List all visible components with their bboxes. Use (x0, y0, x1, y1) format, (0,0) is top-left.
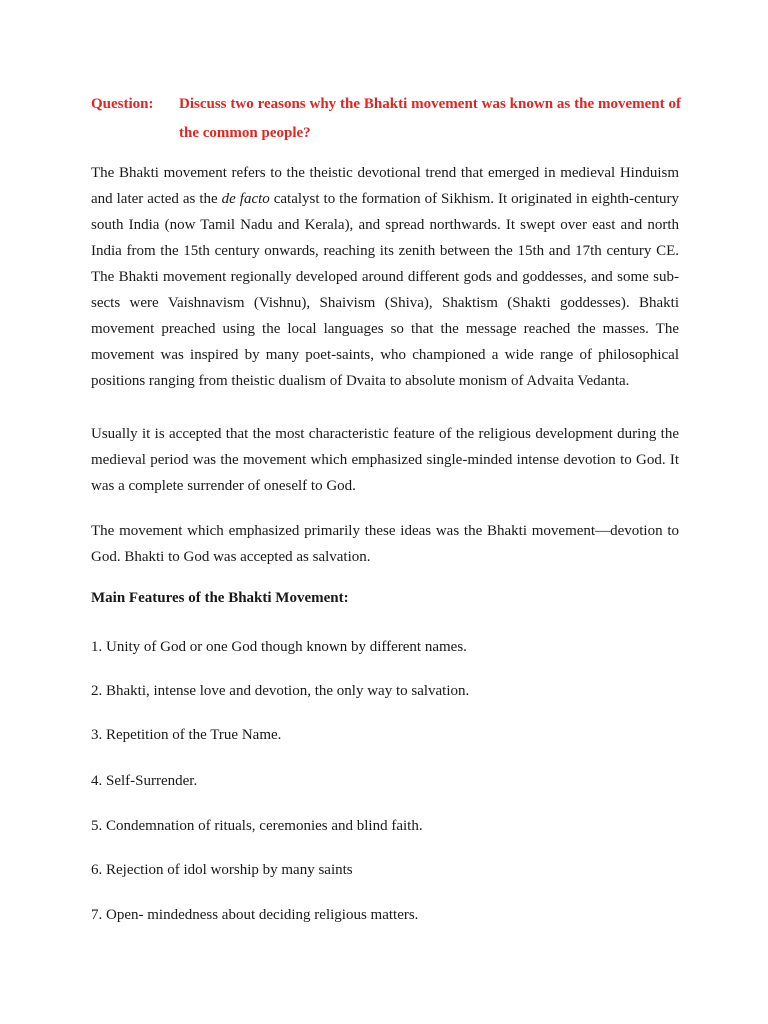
feature-item: 7. Open- mindedness about deciding religious matters. (91, 907, 419, 923)
feature-item: 3. Repetition of the True Name. (91, 727, 282, 743)
characteristic-paragraph: Usually it is accepted that the most characteristic feature of the religious development during the medieval period was the movement which emphasized single-minded intense devotion to God. It was a complete surrender of oneself to God. (91, 426, 679, 494)
salvation-paragraph: The movement which emphasized primarily these ideas was the Bhakti movement—devotion to God. Bhakti to God was accepted as salvation. (91, 523, 679, 565)
feature-item: 1. Unity of God or one God though known by different names. (91, 639, 467, 655)
feature-item: 4. Self-Surrender. (91, 773, 198, 789)
feature-item: 2. Bhakti, intense love and devotion, the only way to salvation. (91, 683, 470, 699)
intro-paragraph-text-2: catalyst to the formation of Sikhism. It originated in eighth-century south India (now Tamil Nadu and Kerala), and spread northwards. It swept over east and north India from the 15th century onwards, reaching its zenith between the 15th and 17th century CE. The Bhakti movement regionally developed around different gods and goddesses, and some sub-sects were Vaishnavism (Vishnu), Shaivism (Shiva), Shaktism (Shakti goddesses). Bhakti movement preached using the local languages so that the message reached the masses. The movement was inspired by many poet-saints, who championed a wide range of philosophical positions ranging from theistic dualism of Dvaita to absolute monism of Advaita Vedanta. (91, 191, 679, 389)
feature-item: 6. Rejection of idol worship by many saints (91, 862, 353, 878)
question-text: Discuss two reasons why the Bhakti movement was known as the movement of the common people? (179, 96, 681, 141)
feature-item: 5. Condemnation of rituals, ceremonies and blind faith. (91, 818, 423, 834)
intro-paragraph-italic: de facto (221, 191, 270, 207)
intro-paragraph (91, 160, 679, 394)
features-heading: Main Features of the Bhakti Movement: (91, 590, 349, 606)
intro-paragraph-text-1: The Bhakti movement refers to the theistic devotional trend that emerged in medieval Hinduism and later acted as the (91, 165, 679, 207)
question-label: Question: (91, 96, 154, 112)
